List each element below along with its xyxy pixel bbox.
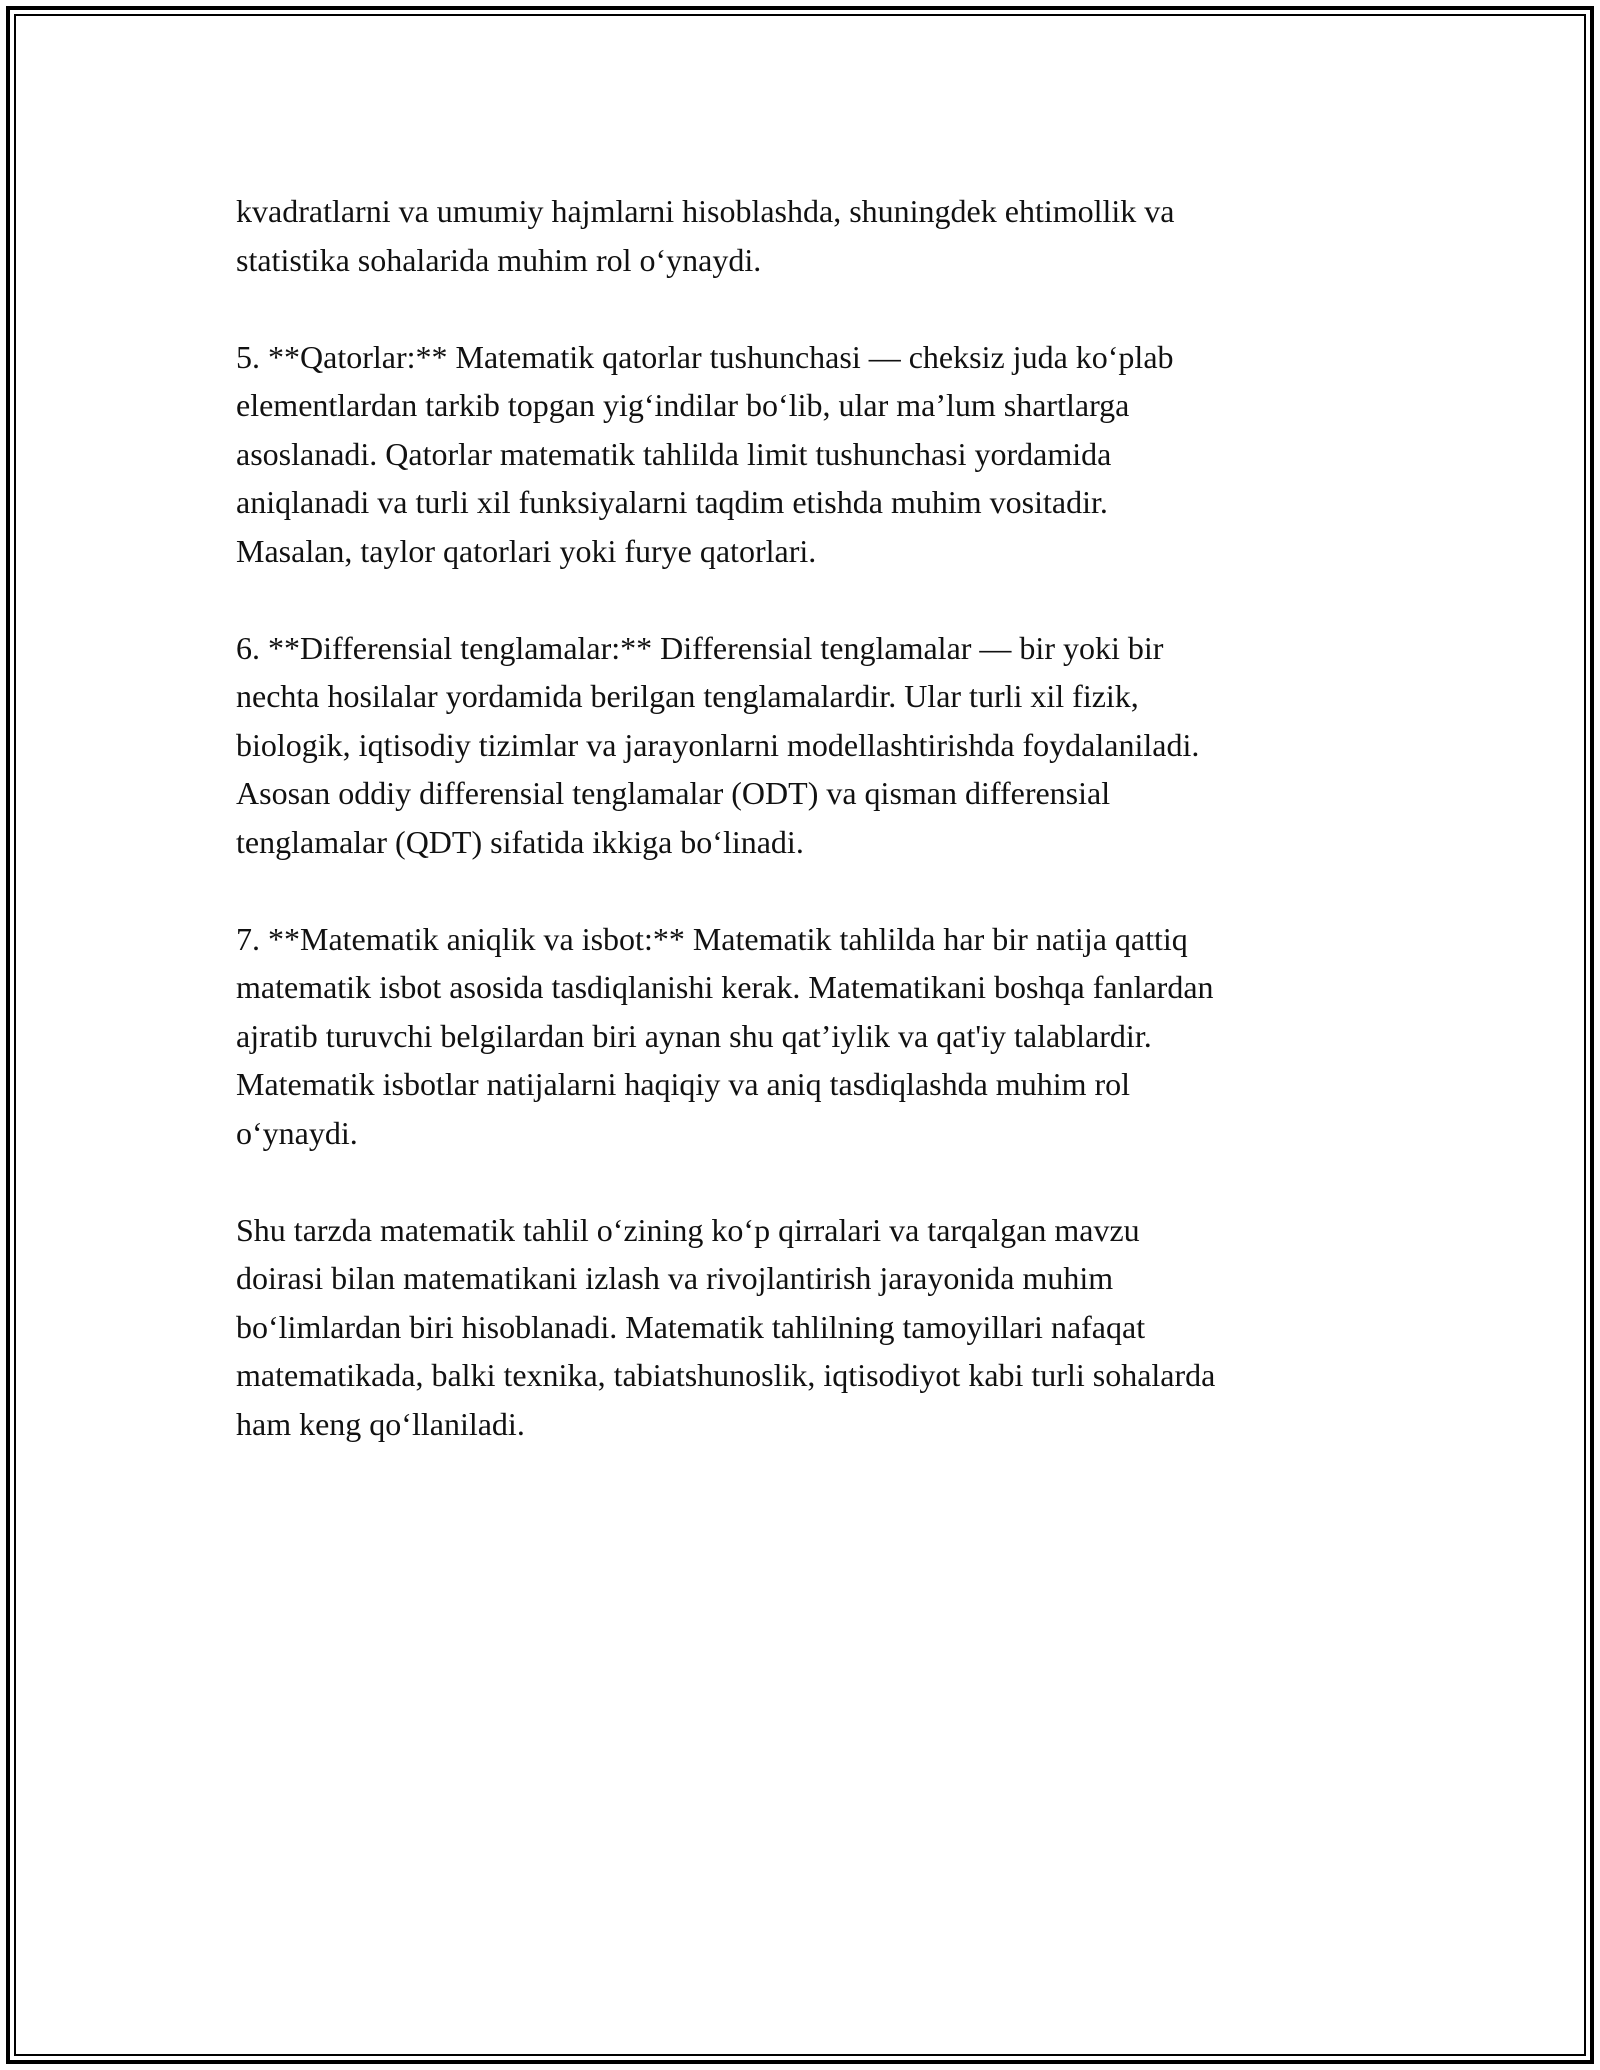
paragraph-conclusion [236, 1206, 1376, 1449]
text-line: Shu tarzda matematik tahlil o‘zining ko‘p qirralari va tarqalgan mavzu [236, 1211, 1140, 1248]
paragraph-intro-continuation [236, 187, 1376, 284]
text-line: ajratib turuvchi belgilardan biri aynan shu qat’iylik va qat'iy talablardir. [236, 1017, 1152, 1054]
text-line: 6. **Differensial tenglamalar:** Differensial tenglamalar — bir yoki bir [236, 629, 1164, 666]
text-line: Matematik isbotlar natijalarni haqiqiy va aniq tasdiqlashda muhim rol [236, 1066, 1131, 1102]
text-line: aniqlanadi va turli xil funksiyalarni taqdim etishda muhim vositadir. [236, 484, 1108, 520]
text-line: nechta hosilalar yordamida berilgan tenglamalardir. Ular turli xil fizik, [236, 678, 1139, 714]
text-line: elementlardan tarkib topgan yig‘indilar bo‘lib, ular ma’lum shartlarga [236, 387, 1130, 423]
text-line: doirasi bilan matematikani izlash va rivojlantirish jarayonida muhim [236, 1260, 1114, 1296]
paragraph-qatorlar [236, 333, 1376, 576]
text-line: bo‘limlardan biri hisoblanadi. Matematik tahlilning tamoyillari nafaqat [236, 1308, 1146, 1345]
text-line: asoslanadi. Qatorlar matematik tahlilda limit tushunchasi yordamida [236, 435, 1112, 472]
text-line: biologik, iqtisodiy tizimlar va jarayonlarni modellashtirishda foydalaniladi. [236, 726, 1200, 763]
text-line: matematikada, balki texnika, tabiatshunoslik, iqtisodiyot kabi turli sohalarda [236, 1357, 1216, 1393]
text-line: o‘ynaydi. [236, 1114, 358, 1151]
text-line: matematik isbot asosida tasdiqlanishi kerak. Matematikani boshqa fanlardan [236, 969, 1214, 1005]
text-line: kvadratlarni va umumiy hajmlarni hisoblashda, shuningdek ehtimollik va [236, 193, 1175, 229]
text-line: Masalan, taylor qatorlari yoki furye qatorlari. [236, 532, 817, 569]
paragraph-matematik-aniqlik [236, 915, 1376, 1158]
text-line: 7. **Matematik aniqlik va isbot:** Matematik tahlilda har bir natija qattiq [236, 920, 1188, 957]
text-line: 5. **Qatorlar:** Matematik qatorlar tushunchasi — cheksiz juda ko‘plab [236, 338, 1174, 375]
document-body [236, 187, 1376, 1497]
text-line: statistika sohalarida muhim rol o‘ynaydi. [236, 241, 762, 278]
paragraph-differensial-tenglamalar [236, 624, 1376, 867]
text-line: Asosan oddiy differensial tenglamalar (ODT) va qisman differensial [236, 775, 1111, 811]
text-line: ham keng qo‘llaniladi. [236, 1405, 525, 1442]
text-line: tenglamalar (QDT) sifatida ikkiga bo‘linadi. [236, 823, 804, 860]
